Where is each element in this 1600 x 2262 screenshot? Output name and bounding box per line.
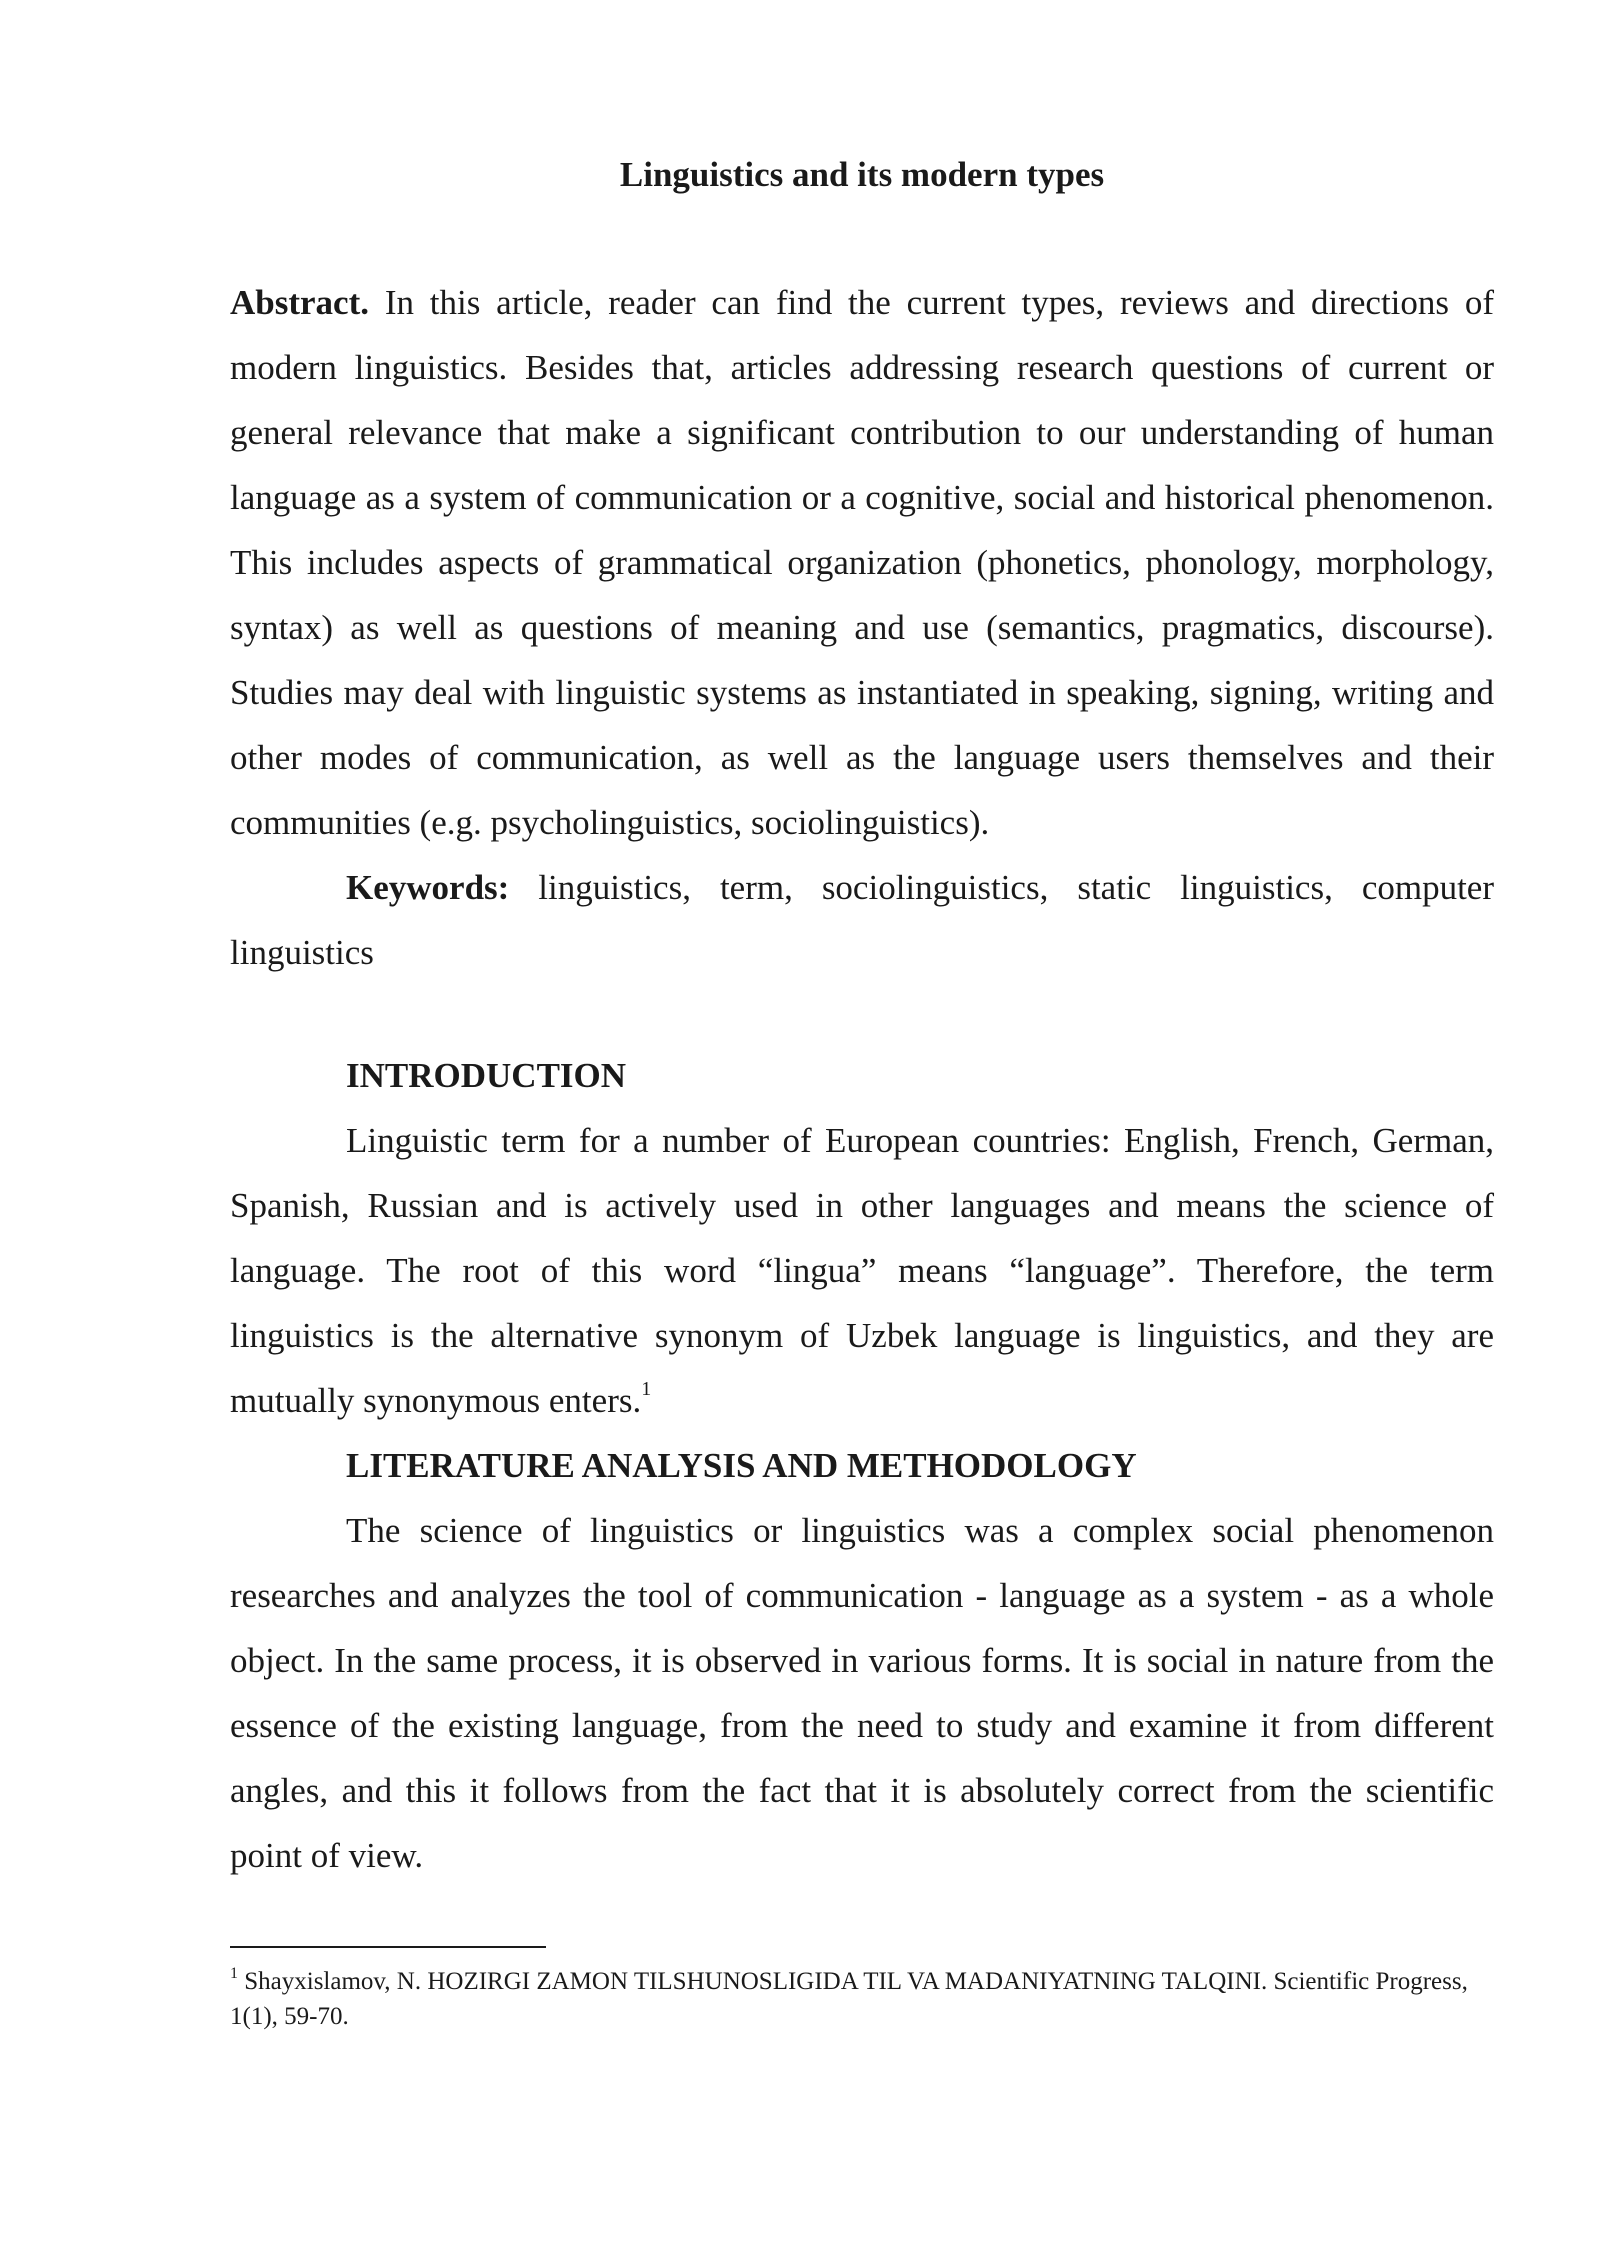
keywords-label: Keywords: (346, 868, 510, 907)
literature-heading: LITERATURE ANALYSIS AND METHODOLOGY (346, 1446, 1137, 1485)
document-title: Linguistics and its modern types (619, 155, 1105, 194)
footnote-text: Shayxislamov, N. HOZIRGI ZAMON TILSHUNOSLIGIDA TIL VA MADANIYATNING TALQINI. Scientific Progress, 1(1), 59-70. (230, 1968, 1468, 2030)
introduction-paragraph (230, 1108, 1494, 1433)
document-page (230, 148, 1494, 2034)
introduction-text: Linguistic term for a number of European countries: English, French, German, Spanish, Russian and is actively used in other languages and means the science of language. The root of this word “lingua” means “language”. Therefore, the term linguistics is the alternative synonym of Uzbek language is linguistics, and they are mutually synonymous enters. (230, 1121, 1494, 1420)
footnote-reference: 1 (641, 1378, 652, 1401)
footnote-number: 1 (230, 1964, 238, 1982)
keywords-text: linguistics, term, sociolinguistics, static linguistics, computer linguistics (230, 868, 1494, 972)
abstract-text: In this article, reader can find the current types, reviews and directions of modern linguistics. Besides that, articles addressing research questions of current or general relevance that make a significant contribution to our understanding of human language as a system of communication or a cognitive, social and historical phenomenon. This includes aspects of grammatical organization (phonetics, phonology, morphology, syntax) as well as questions of meaning and use (semantics, pragmatics, discourse). Studies may deal with linguistic systems as instantiated in speaking, signing, writing and other modes of communication, as well as the language users themselves and their communities (e.g. psycholinguistics, sociolinguistics). (230, 283, 1494, 842)
footnote (230, 1964, 1494, 2034)
abstract-paragraph (230, 270, 1494, 855)
keywords-paragraph (230, 855, 1494, 985)
abstract-label: Abstract. (230, 283, 369, 322)
literature-paragraph: The science of linguistics or linguistics was a complex social phenomenon researches and analyzes the tool of communication - language as a system - as a whole object. In the same process, it is observed in various forms. It is social in nature from the essence of the existing language, from the need to study and examine it from different angles, and this it follows from the fact that it is absolutely correct from the scientific point of view. (230, 1511, 1494, 1875)
footnote-separator (230, 1946, 546, 1948)
introduction-heading: INTRODUCTION (346, 1056, 627, 1095)
